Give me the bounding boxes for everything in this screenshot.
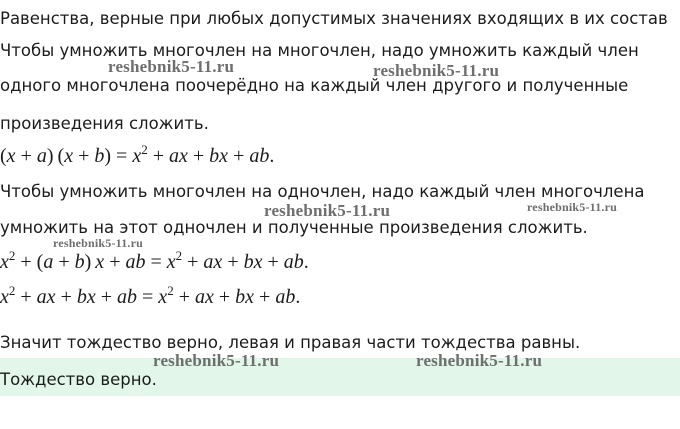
rule2-line2: умножить на этот одночлен и полученные произведения сложить.: [0, 218, 588, 237]
rule1-line2: одного многочлена поочерёдно на каждый член другого и полученные: [0, 76, 629, 95]
watermark: reshebnik5-11.ru: [264, 201, 391, 220]
rule1-line1: Чтобы умножить многочлен на многочлен, надо умножить каждый член: [0, 41, 639, 60]
formula-identity: $x^2$ + ax + bx + ab = $x^2$ + ax + bx + ab.: [0, 283, 301, 308]
conclusion-text: Значит тождество верно, левая и правая части тождества равны.: [0, 333, 581, 352]
page-title: Равенства, верные при любых допустимых значениях входящих в их состав: [0, 9, 668, 28]
rule2-line1: Чтобы умножить многочлен на одночлен, надо каждый член многочлена: [0, 182, 645, 201]
answer-text: Тождество верно.: [0, 370, 157, 389]
watermark: reshebnik5-11.ru: [108, 57, 235, 76]
rule1-line3: произведения сложить.: [0, 114, 209, 133]
watermark: reshebnik5-11.ru: [53, 236, 143, 250]
watermark: reshebnik5-11.ru: [416, 351, 543, 370]
formula-expand-left: $x^2 + (a + b) x$ + ab = $x^2$ + ax + bx + ab.: [0, 248, 309, 273]
watermark: reshebnik5-11.ru: [153, 351, 280, 370]
watermark: reshebnik5-11.ru: [527, 200, 617, 214]
formula-multiply-polynomials: (x + a) $(x + b) = x^2$ + ax + bx + ab.: [0, 142, 275, 167]
watermark: reshebnik5-11.ru: [373, 61, 500, 80]
